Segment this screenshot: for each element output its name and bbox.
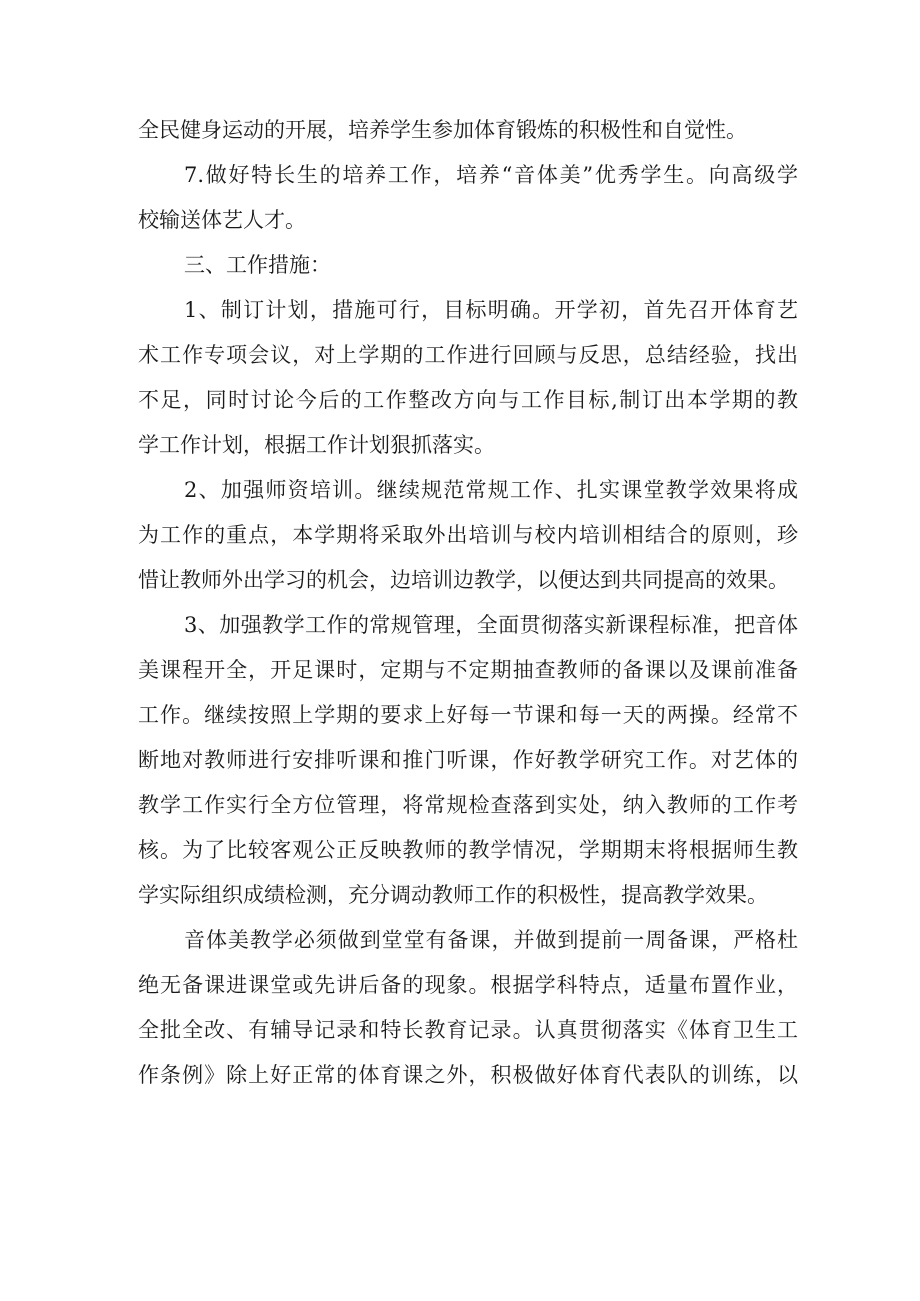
body-text <box>138 108 798 1098</box>
paragraph-line: 全批全改、有辅导记录和特长教育记录。认真贯彻落实《体育卫生工 <box>138 1018 798 1042</box>
paragraph-line: 作条例》除上好正常的体育课之外，积极做好体育代表队的训练，以 <box>138 1063 798 1087</box>
paragraph-line: 学实际组织成绩检测，充分调动教师工作的积极性，提高教学效果。 <box>138 883 768 907</box>
paragraph-line: 音体美教学必须做到堂堂有备课，并做到提前一周备课，严格杜 <box>184 928 798 952</box>
paragraph-line: 校输送体艺人才。 <box>138 208 306 232</box>
paragraph-line: 2、加强师资培训。继续规范常规工作、扎实课堂教学效果将成 <box>184 478 798 502</box>
paragraph-line: 全民健身运动的开展，培养学生参加体育锻炼的积极性和自觉性。 <box>138 118 747 142</box>
paragraph-line: 惜让教师外出学习的机会，边培训边教学，以便达到共同提高的效果。 <box>138 568 789 592</box>
paragraph-line: 3、加强教学工作的常规管理，全面贯彻落实新课程标准，把音体 <box>184 613 798 637</box>
paragraph-line: 1、制订计划，措施可行，目标明确。开学初，首先召开体育艺 <box>184 298 798 322</box>
paragraph-line: 为工作的重点，本学期将采取外出培训与校内培训相结合的原则，珍 <box>138 523 798 547</box>
section-heading: 三、工作措施： <box>184 253 331 277</box>
paragraph-line: 核。为了比较客观公正反映教师的教学情况，学期期末将根据师生教 <box>138 838 798 862</box>
paragraph-line: 工作。继续按照上学期的要求上好每一节课和每一天的两操。经常不 <box>138 703 798 727</box>
paragraph-line: 7.做好特长生的培养工作，培养“音体美”优秀学生。向高级学 <box>184 163 798 187</box>
paragraph-line: 教学工作实行全方位管理，将常规检查落到实处，纳入教师的工作考 <box>138 793 798 817</box>
paragraph-line: 绝无备课进课堂或先讲后备的现象。根据学科特点，适量布置作业， <box>138 973 798 997</box>
paragraph-line: 学工作计划，根据工作计划狠抓落实。 <box>138 433 495 457</box>
paragraph-line: 术工作专项会议，对上学期的工作进行回顾与反思，总结经验，找出 <box>138 343 798 367</box>
paragraph-line: 断地对教师进行安排听课和推门听课，作好教学研究工作。对艺体的 <box>138 748 798 772</box>
paragraph-line: 不足，同时讨论今后的工作整改方向与工作目标,制订出本学期的教 <box>138 388 798 412</box>
paragraph-line: 美课程开全，开足课时，定期与不定期抽查教师的备课以及课前准备 <box>138 658 798 682</box>
